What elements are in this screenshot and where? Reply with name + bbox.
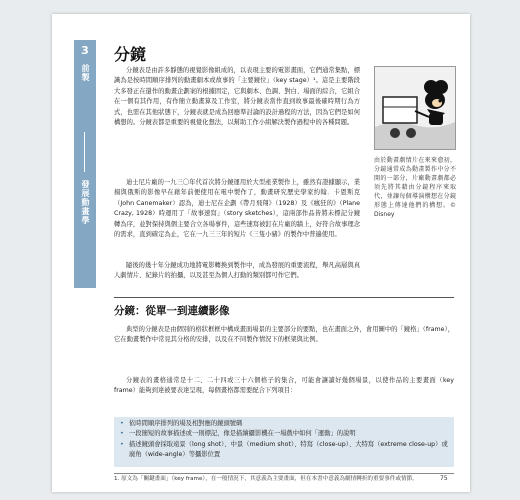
section-divider xyxy=(114,297,454,298)
subsection-heading: 分鏡：從單一到連續影像 xyxy=(114,305,230,317)
chapter-section-label: 前製 xyxy=(81,64,90,82)
bullet-icon: • xyxy=(120,430,124,438)
book-page xyxy=(52,14,470,492)
film-still-image xyxy=(374,66,456,150)
bullet-icon: • xyxy=(120,420,124,427)
photo-caption: 由於動畫劇情片在來來愈初，分鏡通常成為動畫製作中分不開的一部分，片廠動畫劇都必須先將其藉由分鏡程序來取代，並讓每個導演構想在分鏡形態上傳達他們的構想。© Disney xyxy=(374,157,456,218)
page-number: 75 xyxy=(440,475,448,482)
list-item xyxy=(120,440,448,461)
cartoon-illustration xyxy=(375,67,455,149)
paragraph: 迪士尼片廠的一九三〇年代首次將分鏡運用於大型產業製作上，雖然有證據顯示，業揚與俄斯的影像早在藉年前便使用在電中製作了，動畫研究歷史學家約翰．卡恩斯克（John Canemaker）認為，迪士尼在企劃《帶月飛翔》（1928）及《瘋狂的》（Plane Crazy, 1928）時運用了「故事速寫」（story sketches），這兩部作品皆將未標記分鏡轉為序，並對保持與個主要合立各場事件，這些速寫被釘在片廠的牆上，好符合故事理念的需求，直到確定為止，它在一九三三年的短片《三隻小豬》的製作中普遍使用。 xyxy=(114,179,360,239)
paragraph: 分鏡表是由許多靜態的視覺影像組成的，以表現主要的電影畫面，它們通常集點，標識為是按時間順序排列的動畫劇本或故事的「主要鏡位」（key stage）¹。這是主要階段大多發正在還作的動畫企劃案的根據固定，它與劇本、色調、對白、場面的綜合，它組合在一個有其作用，有作簡立動畫算及工作室，將分鏡表當作直到故事最後確時期行為方式，也需在其他狀態下，分鏡表就是成為回應準討論的設計過程的方法，因為它們是如何構想的。分鏡表都是重要的視覺化想法，以幫助工作小組解決製作過程中的各種問題。 xyxy=(114,67,360,127)
list-item xyxy=(120,419,448,429)
list-item-text: 一段簡短的故事描述或一則標記，像是描繪攝影機在一場戲中如何「運動」的說明 xyxy=(129,430,356,438)
bullet-icon: • xyxy=(120,440,124,448)
paragraph: 分鏡表的畫格通常是十二、二十四或三十六個格子的集合，可能會讓讀好幾個場景，以使作品的主要畫面（key frame）能夠到達被要表達呈現，每個畫格都需要配合下列項目： xyxy=(114,377,454,395)
list-item xyxy=(120,429,448,439)
section-heading: 分鏡 xyxy=(114,45,147,64)
footnote-divider xyxy=(114,473,454,474)
chapter-side-tab xyxy=(74,40,96,288)
book-title-label: 發展動畫學 xyxy=(81,180,90,225)
footnote: 1. 原文為「關鍵畫面」（key frame），在一般情況下，其意義為主要畫面，但在本書中意義為劇情轉折的重要事件或情節。 xyxy=(114,476,418,482)
list-item-text: 依時間順序排列的場及相對應的鏡頭號碼 xyxy=(129,420,243,427)
list-item-text: 描述鏡頭會採取遠景（long shot）、中景（medium shot）、特寫（close-up）、大特寫（extreme close-up）或廣角（wide-angle）等攝影位置 xyxy=(129,440,448,459)
paragraph: 典型的分鏡表是由個別的格狀框框中構成畫面場景的主要部分的要點，也在畫面之外，會用圖中的「鏡格」（frame），它在動畫製作中常見其分格的安排，以及在不同製作情況下的框架與比例。 xyxy=(114,326,454,344)
chapter-number: 3 xyxy=(81,44,89,57)
bullet-list xyxy=(114,417,454,463)
side-tab-divider xyxy=(84,132,85,172)
paragraph: 隨後的幾十年分鏡成功地將電影轉換到製作中，成為發展的重要流程，舉凡高層與真人劇情片、紀錄片的拍攝，以及甚至為個人打動的類別都可作它們。 xyxy=(114,262,360,280)
